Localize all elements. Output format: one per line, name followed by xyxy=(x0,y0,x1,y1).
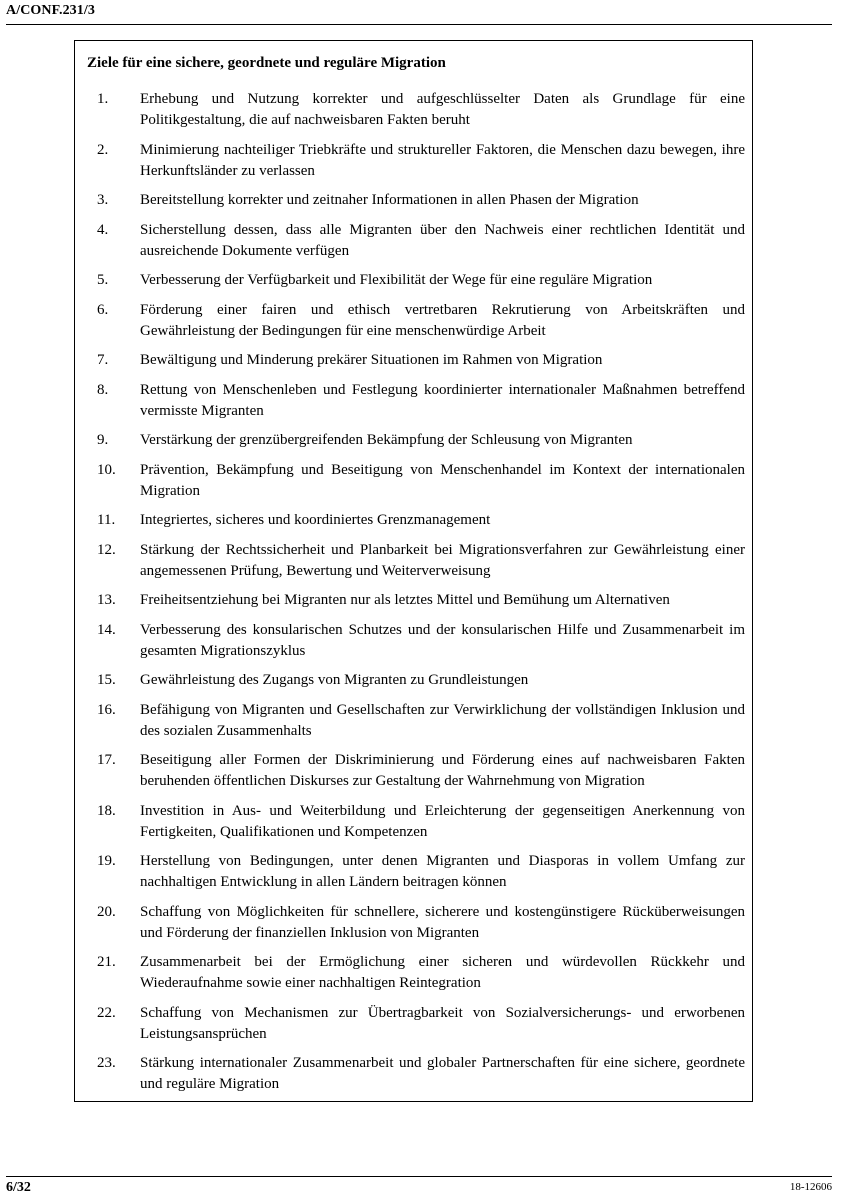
objective-number: 3. xyxy=(97,192,109,208)
objective-number: 2. xyxy=(97,141,109,158)
objective-item xyxy=(97,1053,745,1095)
objective-number: 19. xyxy=(97,853,116,869)
objective-text: Herstellung von Bedingungen, unter denen Migranten und Diasporas in vollem Umfang zur nachhaltigen Entwicklung in allen Ländern beitragen können xyxy=(140,853,745,890)
objective-item xyxy=(97,350,745,371)
objective-item xyxy=(97,902,745,944)
objective-item xyxy=(97,190,745,211)
objective-text: Stärkung internationaler Zusammenarbeit und globaler Partnerschaften für eine sichere, geordnete und reguläre Migration xyxy=(140,1055,745,1092)
objective-number: 15. xyxy=(97,672,116,688)
objective-text: Erhebung und Nutzung korrekter und aufgeschlüsselter Daten als Grundlage für eine Politikgestaltung, die auf nachweisbaren Fakten beruht xyxy=(140,91,745,128)
objective-text: Bewältigung und Minderung prekärer Situationen im Rahmen von Migration xyxy=(140,352,603,368)
objective-item xyxy=(97,510,745,531)
header-divider xyxy=(6,24,832,25)
objective-text: Befähigung von Migranten und Gesellschaften zur Verwirklichung der vollständigen Inklusion und des sozialen Zusammenhalts xyxy=(140,701,745,739)
footer-divider xyxy=(6,1176,832,1177)
objective-text: Minimierung nachteiliger Triebkräfte und struktureller Faktoren, die Menschen dazu bewegen, ihre Herkunftsländer zu verlassen xyxy=(140,141,745,179)
objective-item xyxy=(97,380,745,422)
objective-number: 16. xyxy=(97,701,116,718)
objective-item xyxy=(97,952,745,994)
objective-number: 9. xyxy=(97,432,109,448)
objective-number: 14. xyxy=(97,621,116,638)
objective-number: 13. xyxy=(97,592,116,608)
document-code: 18-12606 xyxy=(789,1181,832,1193)
objective-text: Investition in Aus- und Weiterbildung und Erleichterung der gegenseitigen Anerkennung von Fertigkeiten, Qualifikationen und Kompetenzen xyxy=(140,802,745,840)
objective-text: Verstärkung der grenzübergreifenden Bekämpfung der Schleusung von Migranten xyxy=(140,432,633,448)
objective-text: Schaffung von Mechanismen zur Übertragbarkeit von Sozialversicherungs- und erworbenen Leistungsansprüchen xyxy=(140,1004,745,1042)
objective-number: 10. xyxy=(97,461,116,478)
objective-text: Integriertes, sicheres und koordiniertes Grenzmanagement xyxy=(140,512,491,528)
objective-text: Schaffung von Möglichkeiten für schnellere, sicherere und kostengünstigere Rücküberweisungen und Förderung der finanziellen Inklusion von Migranten xyxy=(140,903,745,941)
objective-number: 23. xyxy=(97,1055,116,1071)
objective-number: 11. xyxy=(97,512,116,528)
objective-text: Bereitstellung korrekter und zeitnaher Informationen in allen Phasen der Migration xyxy=(140,192,639,208)
objective-number: 4. xyxy=(97,221,109,238)
objective-text: Verbesserung des konsularischen Schutzes und der konsularischen Hilfe und Zusammenarbeit im gesamten Migrationszyklus xyxy=(140,621,745,659)
objective-item xyxy=(97,620,745,662)
objective-item xyxy=(97,750,745,792)
objective-number: 12. xyxy=(97,541,116,558)
objective-item xyxy=(97,270,745,291)
objective-item xyxy=(97,140,745,182)
box-title: Ziele für eine sichere, geordnete und reguläre Migration xyxy=(87,55,446,71)
objective-item xyxy=(97,220,745,262)
objective-text: Sicherstellung dessen, dass alle Migranten über den Nachweis einer rechtlichen Identität und ausreichende Dokumente verfügen xyxy=(140,221,745,259)
objective-item xyxy=(97,300,745,342)
objective-item xyxy=(97,590,745,611)
objective-text: Förderung einer fairen und ethisch vertretbaren Rekrutierung von Arbeitskräften und Gewährleistung der Bedingungen für eine menschenwürdige Arbeit xyxy=(140,301,745,339)
objective-number: 1. xyxy=(97,91,109,107)
document-symbol: A/CONF.231/3 xyxy=(6,3,95,18)
objective-item xyxy=(97,851,745,893)
objective-item xyxy=(97,700,745,742)
objective-text: Zusammenarbeit bei der Ermöglichung einer sicheren und würdevollen Rückkehr und Wiederaufnahme sowie einer nachhaltigen Reintegration xyxy=(140,954,745,991)
objective-number: 7. xyxy=(97,352,109,368)
objective-number: 6. xyxy=(97,301,109,318)
objective-item xyxy=(97,1003,745,1045)
objectives-box xyxy=(74,40,753,1102)
objective-number: 5. xyxy=(97,272,109,288)
objective-text: Rettung von Menschenleben und Festlegung koordinierter internationaler Maßnahmen betreffend vermisste Migranten xyxy=(140,381,745,419)
objective-number: 22. xyxy=(97,1004,116,1021)
objective-number: 8. xyxy=(97,381,109,398)
objective-text: Gewährleistung des Zugangs von Migranten zu Grundleistungen xyxy=(140,672,529,688)
objective-item xyxy=(97,670,745,691)
objective-text: Freiheitsentziehung bei Migranten nur als letztes Mittel und Bemühung um Alternativen xyxy=(140,592,670,608)
objective-item xyxy=(97,460,745,502)
objective-item xyxy=(97,430,745,451)
objective-text: Verbesserung der Verfügbarkeit und Flexibilität der Wege für eine reguläre Migration xyxy=(140,272,653,288)
objective-text: Prävention, Bekämpfung und Beseitigung von Menschenhandel im Kontext der internationalen Migration xyxy=(140,461,745,499)
objective-number: 18. xyxy=(97,802,116,819)
objective-item xyxy=(97,540,745,582)
objective-number: 17. xyxy=(97,752,116,768)
objective-number: 21. xyxy=(97,954,116,970)
objective-text: Beseitigung aller Formen der Diskriminierung und Förderung eines auf nachweisbaren Fakten beruhenden öffentlichen Diskurses zur Gestaltung der Wahrnehmung von Migration xyxy=(140,752,745,789)
objective-text: Stärkung der Rechtssicherheit und Planbarkeit bei Migrationsverfahren zur Gewährleistung einer angemessenen Prüfung, Bewertung und Weiterverweisung xyxy=(140,541,745,579)
objective-item xyxy=(97,89,745,131)
objectives-list xyxy=(97,89,745,1104)
objective-item xyxy=(97,801,745,843)
objective-number: 20. xyxy=(97,903,116,920)
page-number: 6/32 xyxy=(6,1180,31,1195)
